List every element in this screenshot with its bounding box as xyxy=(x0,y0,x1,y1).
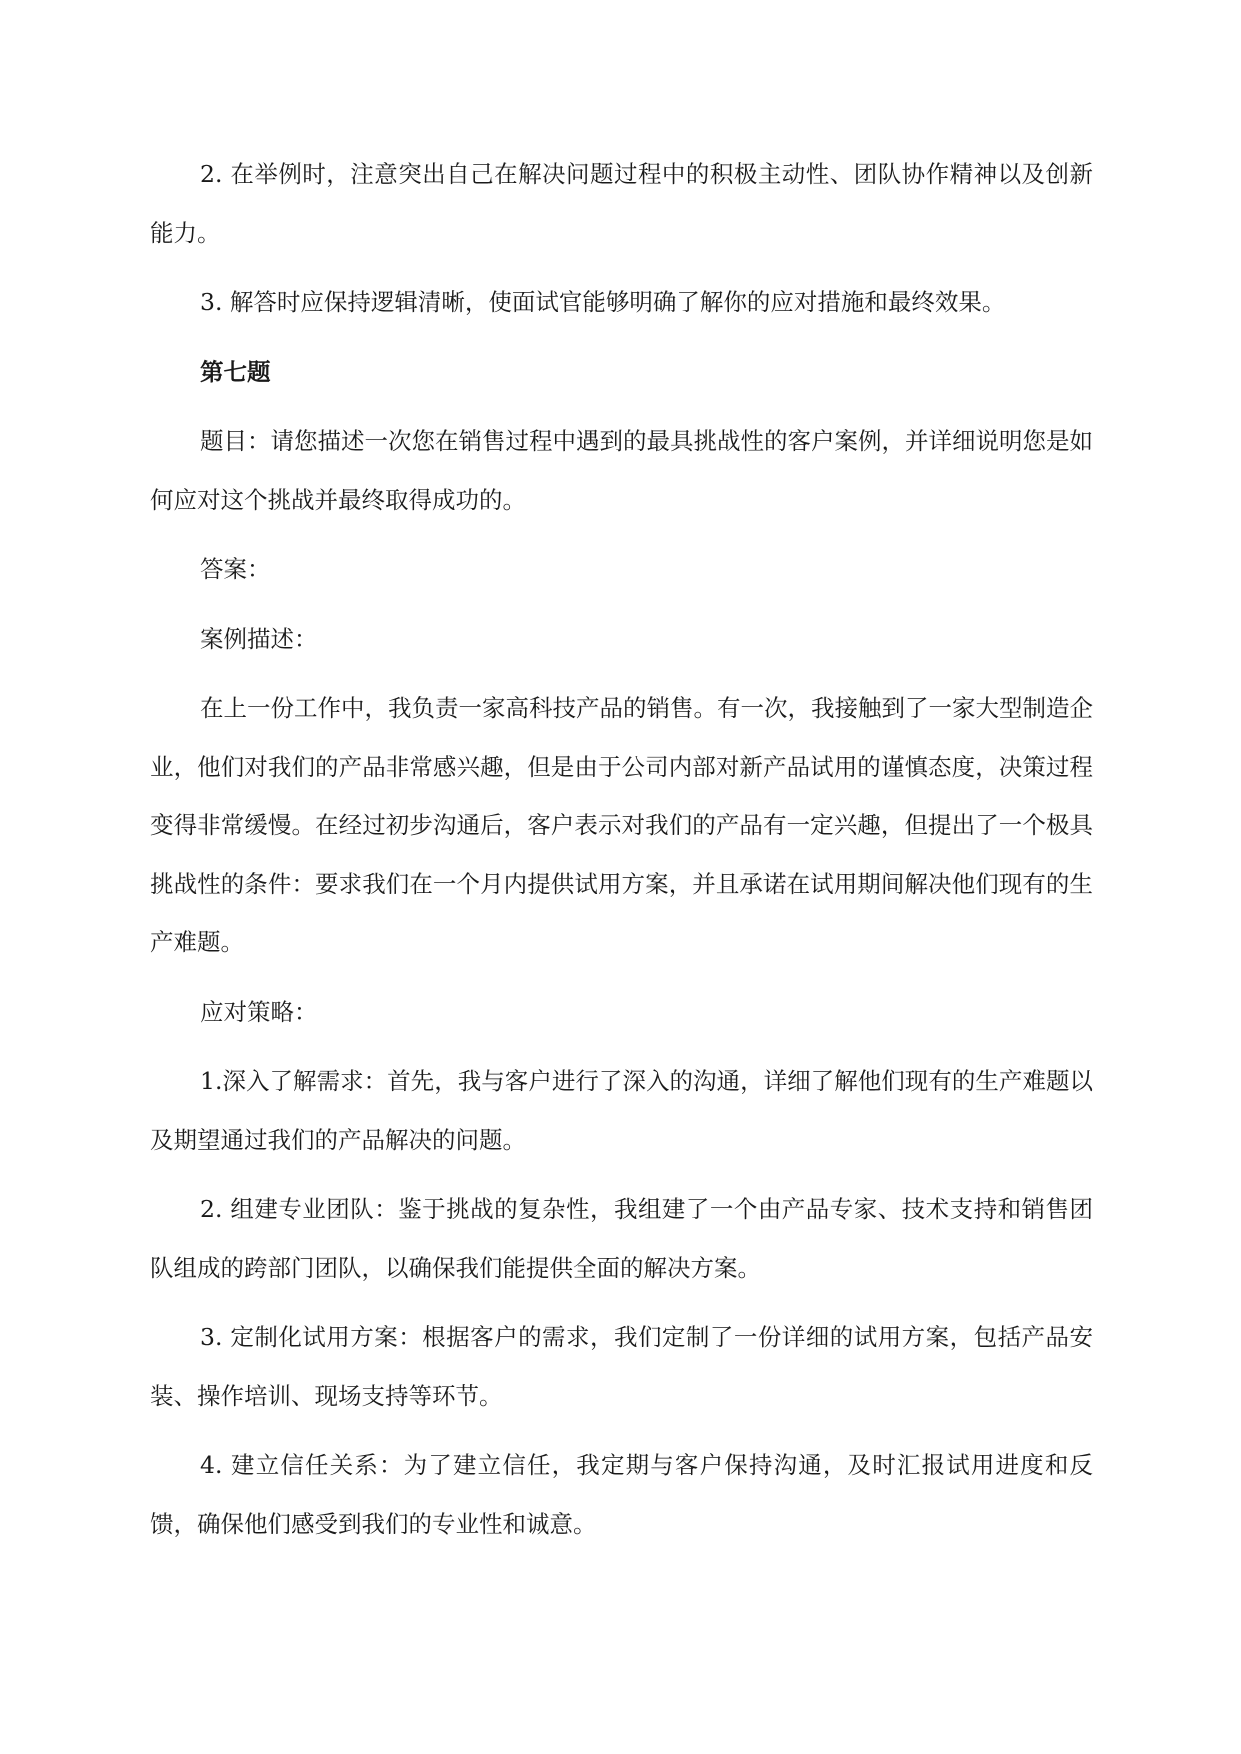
case-description-text: 在上一份工作中，我负责一家高科技产品的销售。有一次，我接触到了一家大型制造企业，他们对我们的产品非常感兴趣，但是由于公司内部对新产品试用的谨慎态度，决策过程变得非常缓慢。在经过初步沟通后，客户表示对我们的产品有一定兴趣，但提出了一个极具挑战性的条件：要求我们在一个月内提供试用方案，并且承诺在试用期间解决他们现有的生产难题。 xyxy=(150,694,1093,956)
section-heading: 第七题 xyxy=(200,357,271,386)
paragraph-tip-2: 2. 在举例时，注意突出自己在解决问题过程中的积极主动性、团队协作精神以及创新能力。 xyxy=(150,160,1093,247)
strategy-item-4: 4. 建立信任关系：为了建立信任，我定期与客户保持沟通，及时汇报试用进度和反馈，确保他们感受到我们的专业性和诚意。 xyxy=(150,1451,1093,1538)
strategy-item-1: 1.深入了解需求：首先，我与客户进行了深入的沟通，详细了解他们现有的生产难题以及期望通过我们的产品解决的问题。 xyxy=(150,1067,1093,1154)
document-body xyxy=(150,145,1093,1564)
paragraph-tip-3: 3. 解答时应保持逻辑清晰，使面试官能够明确了解你的应对措施和最终效果。 xyxy=(200,288,1006,316)
case-description-label: 案例描述： xyxy=(200,624,318,653)
strategy-label: 应对策略： xyxy=(200,997,318,1026)
strategy-item-2: 2. 组建专业团队：鉴于挑战的复杂性，我组建了一个由产品专家、技术支持和销售团队组成的跨部门团队，以确保我们能提供全面的解决方案。 xyxy=(150,1195,1093,1282)
answer-label: 答案： xyxy=(200,555,271,583)
question-text: 题目：请您描述一次您在销售过程中遇到的最具挑战性的客户案例，并详细说明您是如何应对这个挑战并最终取得成功的。 xyxy=(150,427,1093,514)
strategy-item-3: 3. 定制化试用方案：根据客户的需求，我们定制了一份详细的试用方案，包括产品安装、操作培训、现场支持等环节。 xyxy=(150,1323,1093,1410)
